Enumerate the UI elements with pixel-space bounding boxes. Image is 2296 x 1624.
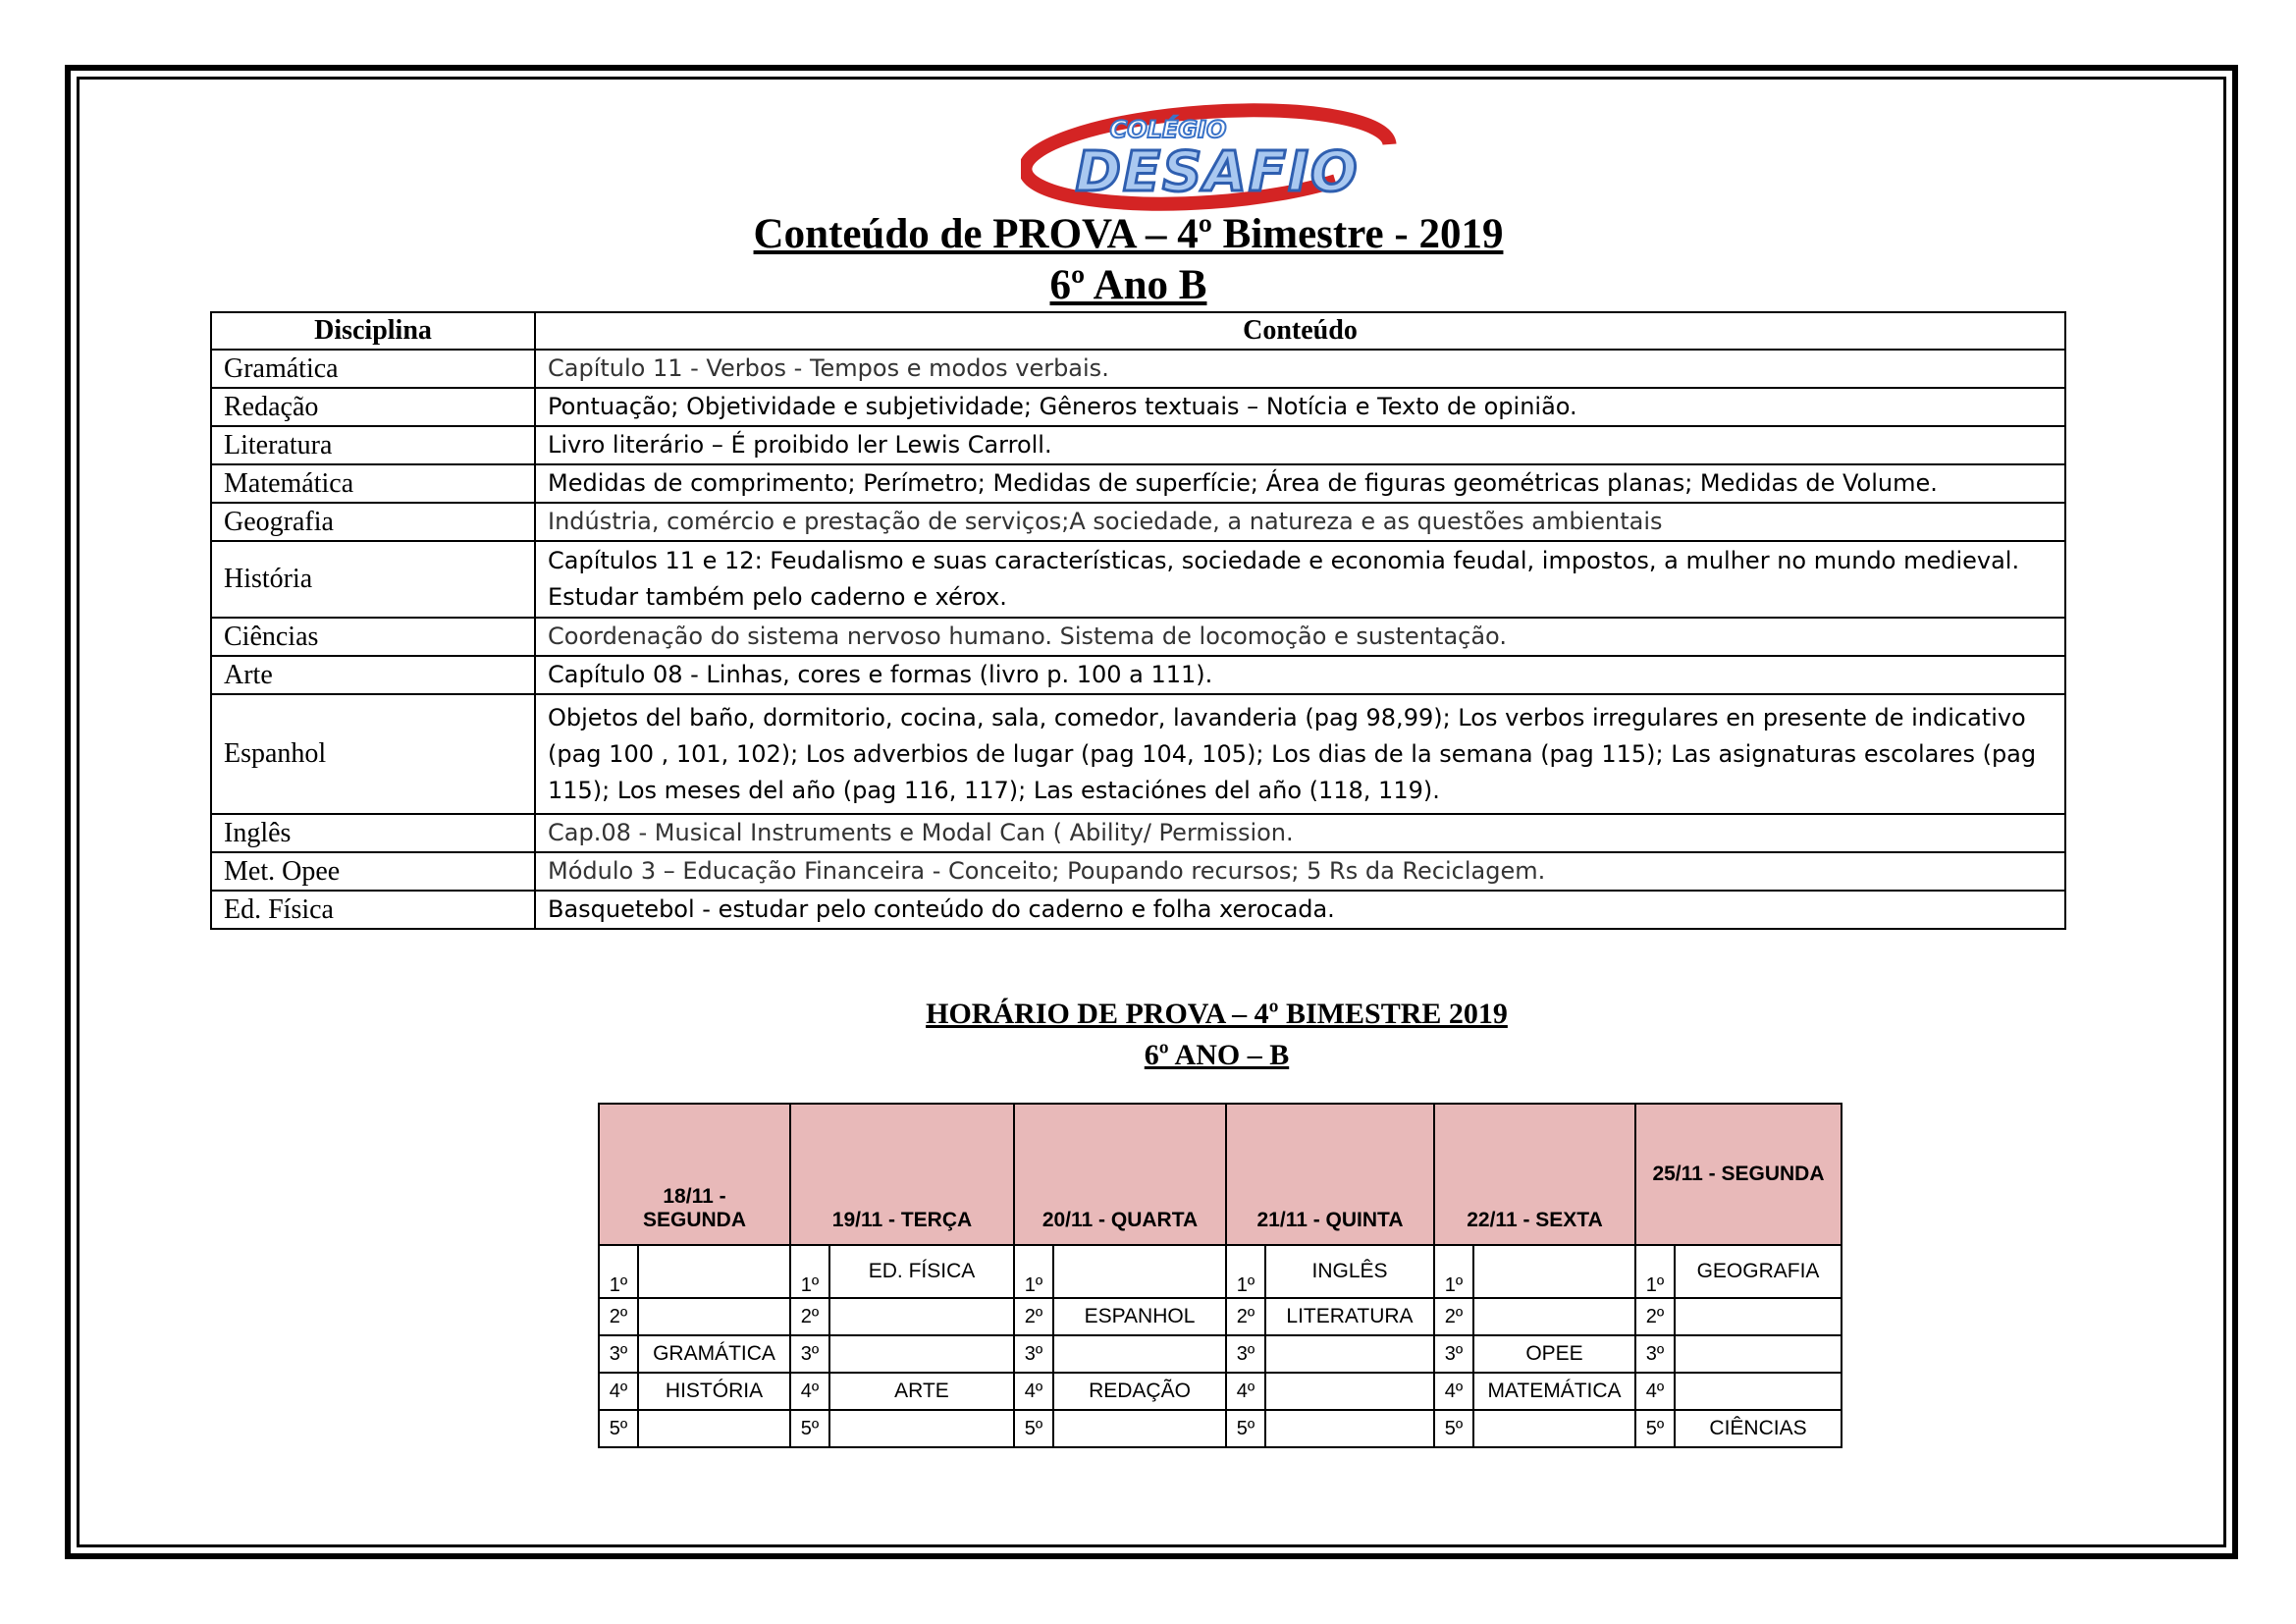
period-number: 3º <box>1434 1335 1473 1373</box>
day-header: 21/11 - QUINTA <box>1226 1104 1434 1245</box>
schedule-row <box>599 1335 1842 1373</box>
content-cell: Coordenação do sistema nervoso humano. Sistema de locomoção e sustentação. <box>535 618 2065 656</box>
schedule-row <box>599 1298 1842 1335</box>
period-number: 5º <box>599 1410 638 1447</box>
period-number: 1º <box>1226 1245 1265 1298</box>
discipline-cell: Geografia <box>211 503 535 541</box>
exam-slot: OPEE <box>1473 1335 1635 1373</box>
exam-slot <box>638 1245 790 1298</box>
header-content: Conteúdo <box>535 312 2065 350</box>
logo-line1: COLÉGIO <box>1109 116 1227 143</box>
period-number: 5º <box>1226 1410 1265 1447</box>
table-row <box>211 618 2065 656</box>
discipline-cell: História <box>211 541 535 618</box>
day-header: 22/11 - SEXTA <box>1434 1104 1635 1245</box>
period-number: 4º <box>1434 1373 1473 1410</box>
period-number: 1º <box>790 1245 829 1298</box>
table-row <box>211 656 2065 694</box>
exam-slot <box>1675 1298 1842 1335</box>
exam-slot <box>1473 1245 1635 1298</box>
exam-slot: ED. FÍSICA <box>829 1245 1014 1298</box>
table-row <box>211 426 2065 464</box>
period-number: 4º <box>1014 1373 1053 1410</box>
discipline-cell: Literatura <box>211 426 535 464</box>
period-number: 5º <box>1014 1410 1053 1447</box>
header-discipline: Disciplina <box>211 312 535 350</box>
exam-slot: GEOGRAFIA <box>1675 1245 1842 1298</box>
exam-slot <box>829 1298 1014 1335</box>
schedule-table <box>598 1103 1842 1448</box>
table-row <box>211 541 2065 618</box>
schedule-header-row <box>599 1104 1842 1245</box>
day-header: 25/11 - SEGUNDA <box>1635 1104 1842 1245</box>
discipline-cell: Espanhol <box>211 694 535 814</box>
exam-slot: HISTÓRIA <box>638 1373 790 1410</box>
exam-slot <box>829 1335 1014 1373</box>
day-header: 18/11 - SEGUNDA <box>599 1104 790 1245</box>
school-logo <box>1021 96 1404 216</box>
schedule-title: HORÁRIO DE PROVA – 4º BIMESTRE 2019 <box>926 998 1508 1030</box>
exam-slot <box>1053 1335 1226 1373</box>
content-table <box>210 311 2066 930</box>
period-number: 2º <box>790 1298 829 1335</box>
exam-slot <box>1265 1410 1434 1447</box>
content-cell: Medidas de comprimento; Perímetro; Medidas de superfície; Área de figuras geométricas planas; Medidas de Volume. <box>535 464 2065 503</box>
exam-slot: ARTE <box>829 1373 1014 1410</box>
content-cell: Livro literário – É proibido ler Lewis Carroll. <box>535 426 2065 464</box>
table-row <box>211 388 2065 426</box>
discipline-cell: Gramática <box>211 350 535 388</box>
period-number: 2º <box>1014 1298 1053 1335</box>
content-cell: Módulo 3 – Educação Financeira - Conceito; Poupando recursos; 5 Rs da Reciclagem. <box>535 852 2065 891</box>
exam-slot <box>1675 1373 1842 1410</box>
discipline-cell: Inglês <box>211 814 535 852</box>
period-number: 4º <box>1226 1373 1265 1410</box>
content-cell: Capítulos 11 e 12: Feudalismo e suas características, sociedade e economia feudal, impostos, a mulher no mundo medieval. Estudar também pelo caderno e xérox. <box>535 541 2065 618</box>
table-row <box>211 503 2065 541</box>
exam-slot: ESPANHOL <box>1053 1298 1226 1335</box>
discipline-cell: Ciências <box>211 618 535 656</box>
exam-slot <box>638 1298 790 1335</box>
exam-slot: MATEMÁTICA <box>1473 1373 1635 1410</box>
exam-slot <box>1265 1373 1434 1410</box>
discipline-cell: Met. Opee <box>211 852 535 891</box>
period-number: 1º <box>599 1245 638 1298</box>
period-number: 1º <box>1014 1245 1053 1298</box>
period-number: 5º <box>790 1410 829 1447</box>
exam-slot <box>829 1410 1014 1447</box>
content-cell: Basquetebol - estudar pelo conteúdo do caderno e folha xerocada. <box>535 891 2065 929</box>
period-number: 1º <box>1635 1245 1675 1298</box>
exam-slot: INGLÊS <box>1265 1245 1434 1298</box>
table-row <box>211 464 2065 503</box>
day-header: 20/11 - QUARTA <box>1014 1104 1226 1245</box>
period-number: 2º <box>1434 1298 1473 1335</box>
exam-slot: CIÊNCIAS <box>1675 1410 1842 1447</box>
exam-slot <box>1473 1410 1635 1447</box>
page-title: Conteúdo de PROVA – 4º Bimestre - 2019 <box>753 211 1504 257</box>
period-number: 3º <box>599 1335 638 1373</box>
exam-slot <box>1675 1335 1842 1373</box>
exam-slot: REDAÇÃO <box>1053 1373 1226 1410</box>
content-cell: Indústria, comércio e prestação de serviços;A sociedade, a natureza e as questões ambientais <box>535 503 2065 541</box>
content-cell: Objetos del baño, dormitorio, cocina, sala, comedor, lavanderia (pag 98,99); Los verbos irregulares en presente de indicativo (pag 100 , 101, 102); Los adverbios de lugar (pag 104, 105); Los dias de la semana (pag 115); Las asignaturas escolares (pag 115); Los meses del año (pag 116, 117); Las estaciónes del año (118, 119). <box>535 694 2065 814</box>
schedule-row <box>599 1373 1842 1410</box>
discipline-cell: Matemática <box>211 464 535 503</box>
period-number: 3º <box>790 1335 829 1373</box>
period-number: 4º <box>599 1373 638 1410</box>
exam-slot <box>1053 1410 1226 1447</box>
table-row <box>211 814 2065 852</box>
period-number: 5º <box>1434 1410 1473 1447</box>
day-header: 19/11 - TERÇA <box>790 1104 1014 1245</box>
exam-slot: LITERATURA <box>1265 1298 1434 1335</box>
discipline-cell: Ed. Física <box>211 891 535 929</box>
content-cell: Capítulo 08 - Linhas, cores e formas (livro p. 100 a 111). <box>535 656 2065 694</box>
table-row <box>211 852 2065 891</box>
exam-slot <box>1053 1245 1226 1298</box>
period-number: 4º <box>790 1373 829 1410</box>
table-row <box>211 350 2065 388</box>
content-cell: Pontuação; Objetividade e subjetividade; Gêneros textuais – Notícia e Texto de opinião. <box>535 388 2065 426</box>
table-row <box>211 694 2065 814</box>
schedule-row <box>599 1245 1842 1298</box>
period-number: 4º <box>1635 1373 1675 1410</box>
logo-line2: DESAFIO <box>1075 140 1360 204</box>
exam-slot <box>1473 1298 1635 1335</box>
period-number: 1º <box>1434 1245 1473 1298</box>
content-cell: Cap.08 - Musical Instruments e Modal Can ( Ability/ Permission. <box>535 814 2065 852</box>
content-cell: Capítulo 11 - Verbos - Tempos e modos verbais. <box>535 350 2065 388</box>
discipline-cell: Redação <box>211 388 535 426</box>
table-row <box>211 891 2065 929</box>
period-number: 2º <box>1635 1298 1675 1335</box>
schedule-class: 6º ANO – B <box>1144 1039 1290 1071</box>
period-number: 5º <box>1635 1410 1675 1447</box>
discipline-cell: Arte <box>211 656 535 694</box>
period-number: 2º <box>1226 1298 1265 1335</box>
exam-slot <box>1265 1335 1434 1373</box>
period-number: 3º <box>1635 1335 1675 1373</box>
exam-slot <box>638 1410 790 1447</box>
period-number: 3º <box>1014 1335 1053 1373</box>
period-number: 3º <box>1226 1335 1265 1373</box>
exam-slot: GRAMÁTICA <box>638 1335 790 1373</box>
schedule-row <box>599 1410 1842 1447</box>
class-title: 6º Ano B <box>1049 262 1207 308</box>
period-number: 2º <box>599 1298 638 1335</box>
